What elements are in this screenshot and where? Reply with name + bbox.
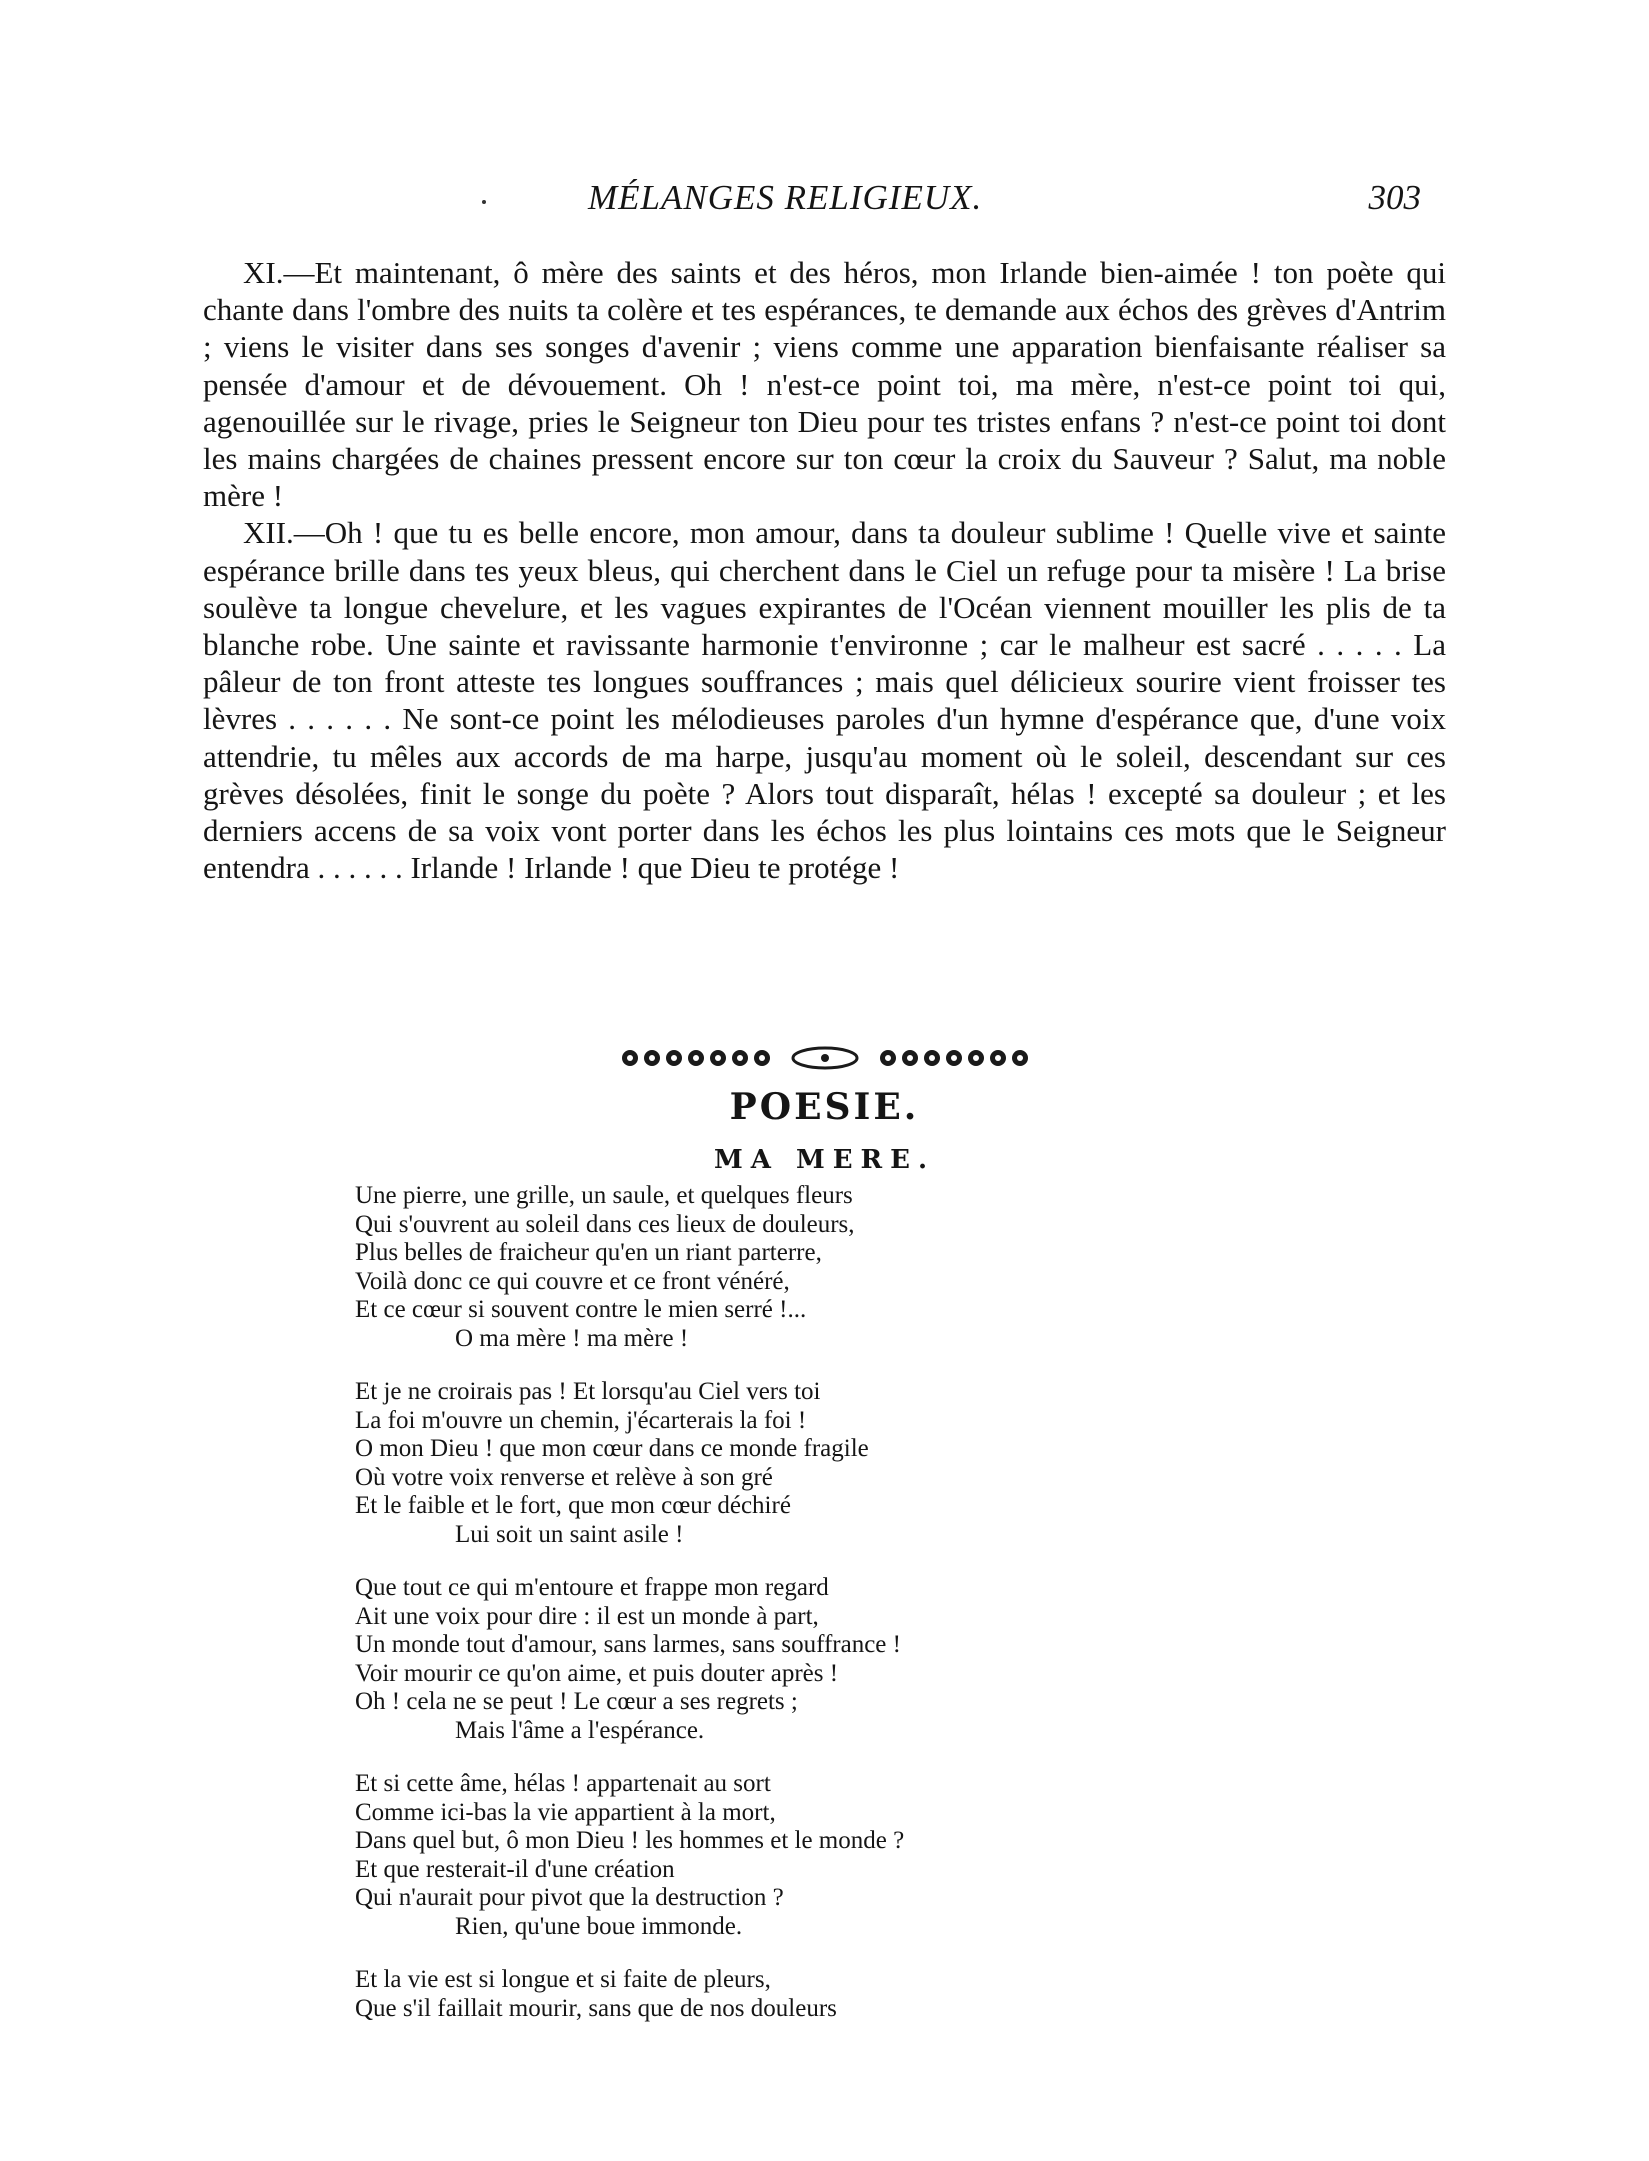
poem-line: Et si cette âme, hélas ! appartenait au sort	[355, 1770, 771, 1797]
page-number: 303	[1368, 178, 1421, 217]
prose-section	[203, 254, 1446, 886]
poem-line: Que s'il faillait mourir, sans que de nos douleurs	[355, 1994, 837, 2022]
page-header	[0, 178, 1649, 228]
poem-line: Et ce cœur si souvent contre le mien serré !...	[355, 1296, 807, 1323]
stanza	[355, 1182, 1255, 1353]
poem-line: Une pierre, une grille, un saule, et quelques fleurs	[355, 1182, 853, 1209]
poem-refrain: Rien, qu'une boue immonde.	[455, 1912, 743, 1940]
poem-title: MA MERE.	[713, 1145, 936, 1175]
stanza	[355, 1378, 1255, 1549]
ornament-icon	[615, 1043, 1035, 1073]
paragraph-xi	[203, 254, 1446, 514]
stanza	[355, 1574, 1255, 1745]
poem-line: O mon Dieu ! que mon cœur dans ce monde fragile	[355, 1435, 869, 1462]
poem-line: La foi m'ouvre un chemin, j'écarterais la foi !	[355, 1406, 807, 1434]
running-title: MÉLANGES RELIGIEUX.	[588, 178, 983, 217]
poem-line: Voilà donc ce qui couvre et ce front vénéré,	[355, 1267, 790, 1295]
poem-line: Que tout ce qui m'entoure et frappe mon regard	[355, 1574, 829, 1601]
poem-refrain: Lui soit un saint asile !	[455, 1520, 684, 1548]
paragraph-xii-text: XII.—Oh ! que tu es belle encore, mon amour, dans ta douleur sublime ! Quelle vive et sainte espérance brille dans tes yeux bleus, qui cherchent dans le Ciel un refuge pour ta misère ! La brise soulève ta longue chevelure, et les vagues expirantes de l'Océan viennent mouiller les plis de ta blanche robe. Une sainte et ravissante harmonie t'environne ; car le malheur est sacré . . . . . La pâleur de ton front atteste tes longues souffrances ; mais quel délicieux sourire vient froisser tes lèvres . . . . . . Ne sont-ce point les mélodieuses paroles d'un hymne d'espérance que, d'une voix attendrie, tu mêles aux accords de ma harpe, jusqu'au moment où le soleil, descendant sur ces grèves désolées, finit le songe du poète ? Alors tout disparaît, hélas ! excepté sa douleur ; et les derniers accens de sa voix vont porter dans les échos les plus lointains ces mots que le Seigneur entendra . . . . . . Irlande ! Irlande ! que Dieu te protége !	[203, 515, 1446, 886]
poem-line: Et je ne croirais pas ! Et lorsqu'au Ciel vers toi	[355, 1378, 821, 1405]
poem-line: Et le faible et le fort, que mon cœur déchiré	[355, 1492, 791, 1519]
paragraph-xi-text: XI.—Et maintenant, ô mère des saints et des héros, mon Irlande bien-aimée ! ton poète qui chante dans l'ombre des nuits ta colère et tes espérances, te demande aux échos des grèves d'Antrim ; viens le visiter dans ses songes d'avenir ; viens comme une apparation bienfaisante réaliser sa pensée d'amour et de dévouement. Oh ! n'est-ce point toi, ma mère, n'est-ce point toi qui, agenouillée sur le rivage, pries le Seigneur ton Dieu pour tes tristes enfans ? n'est-ce point toi dont les mains chargées de chaines pressent encore sur ton cœur la croix du Sauveur ? Salut, ma noble mère !	[203, 255, 1446, 514]
stanza	[355, 1770, 1255, 1941]
poem-line: Qui n'aurait pour pivot que la destruction ?	[355, 1884, 784, 1911]
poem-line: Un monde tout d'amour, sans larmes, sans souffrance !	[355, 1631, 901, 1658]
poem-line: Oh ! cela ne se peut ! Le cœur a ses regrets ;	[355, 1688, 798, 1715]
poem-line: Qui s'ouvrent au soleil dans ces lieux de douleurs,	[355, 1210, 855, 1238]
poem-refrain: O ma mère ! ma mère !	[455, 1324, 689, 1352]
poem-line: Plus belles de fraicheur qu'en un riant parterre,	[355, 1239, 822, 1266]
poem-line: Où votre voix renverse et relève à son gré	[355, 1463, 773, 1491]
poem-line: Dans quel but, ô mon Dieu ! les hommes et le monde ?	[355, 1827, 905, 1854]
poem-refrain: Mais l'âme a l'espérance.	[455, 1716, 705, 1744]
poem-line: Comme ici-bas la vie appartient à la mort,	[355, 1798, 776, 1826]
poem-line: Ait une voix pour dire : il est un monde à part,	[355, 1602, 819, 1630]
poem-line: Et la vie est si longue et si faite de pleurs,	[355, 1966, 771, 1993]
poem-tail	[355, 1966, 1255, 2023]
section-title: POESIE.	[729, 1086, 920, 1128]
poem-line: Voir mourir ce qu'on aime, et puis douter après !	[355, 1659, 839, 1687]
ornament-divider	[0, 1043, 1649, 1081]
poem-line: Et que resterait-il d'une création	[355, 1855, 675, 1883]
poem	[355, 1182, 1255, 2023]
paragraph-xii	[203, 514, 1446, 886]
header-dot	[482, 200, 486, 204]
